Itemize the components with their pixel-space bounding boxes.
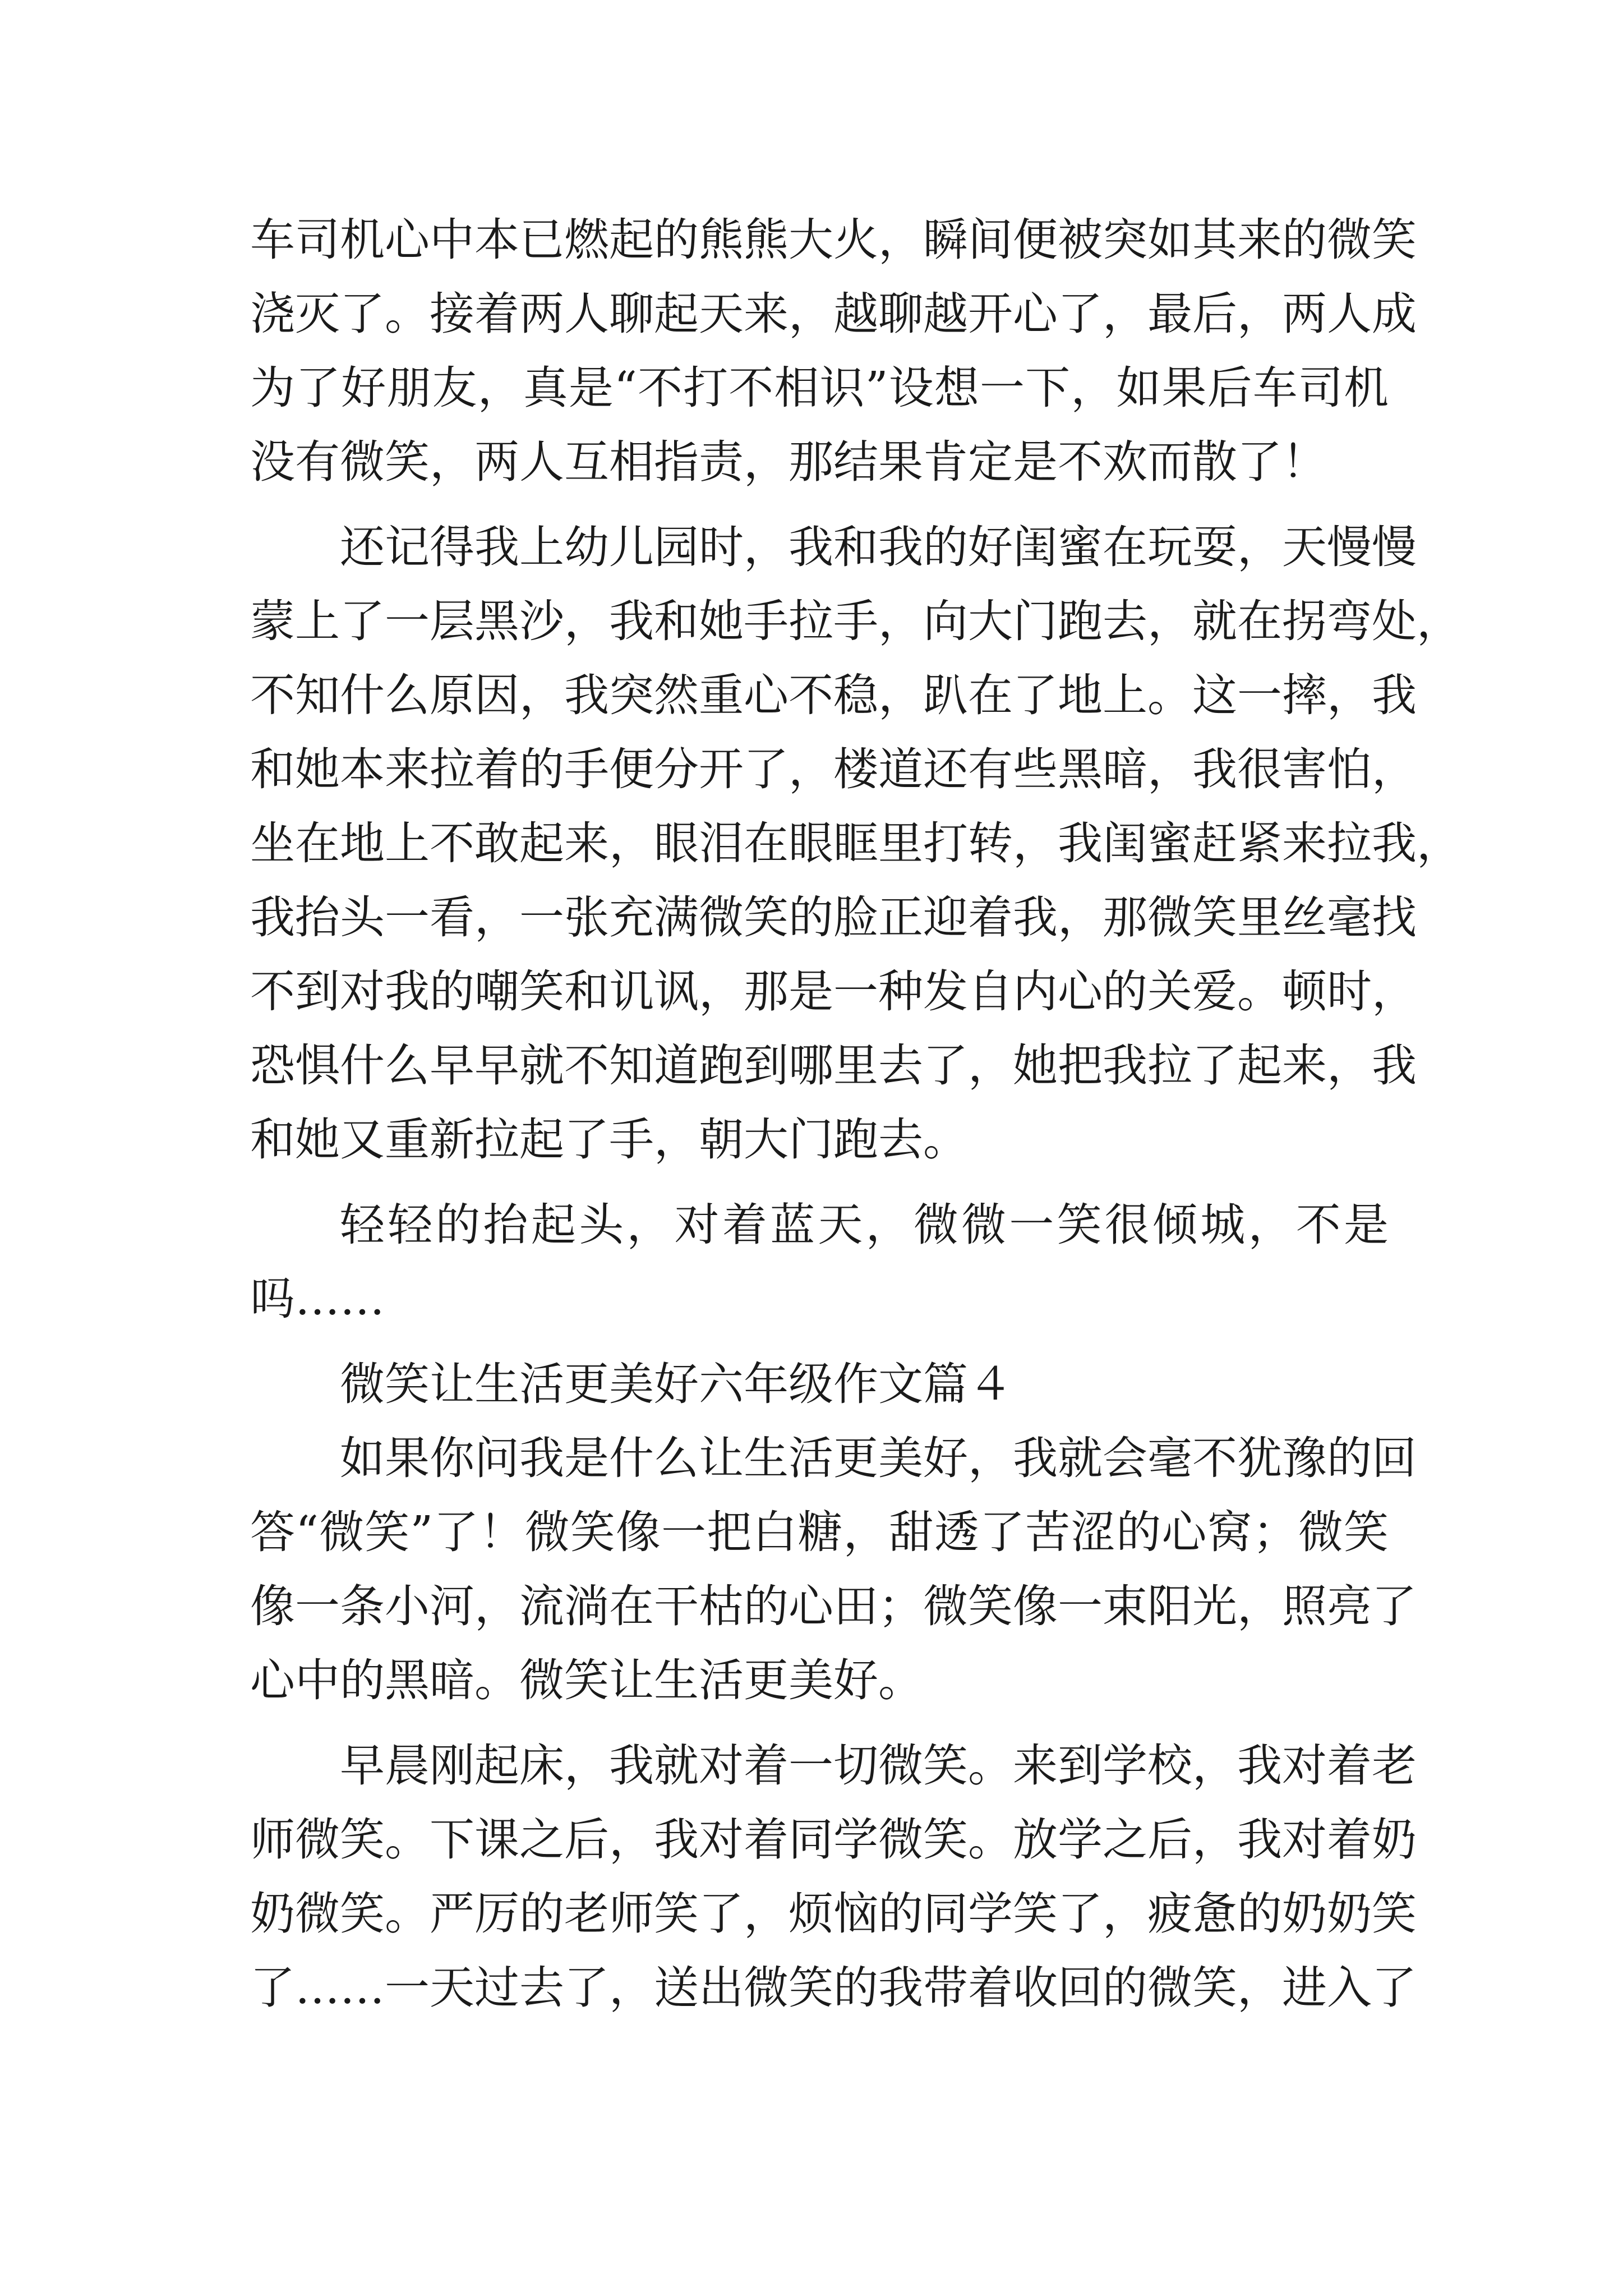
text-line: 不知什么原因，我突然重心不稳，趴在了地上。这一摔，我 (250, 669, 1417, 721)
paragraph-gap (250, 503, 1389, 514)
paragraph-gap (250, 1180, 1389, 1191)
text-line: 奶微笑。严厉的老师笑了，烦恼的同学笑了，疲惫的奶奶笑 (250, 1888, 1417, 1940)
text-line: 和她本来拉着的手便分开了，楼道还有些黑暗，我很害怕， (250, 743, 1417, 795)
paragraph-gap (250, 1721, 1389, 1732)
text-line: 我抬头一看，一张充满微笑的脸正迎着我，那微笑里丝毫找 (250, 891, 1417, 944)
text-line: 心中的黑暗。微笑让生活更美好。 (250, 1654, 923, 1706)
text-line: 蒙上了一层黑沙，我和她手拉手，向大门跑去，就在拐弯处， (250, 595, 1461, 647)
text-line: 车司机心中本已燃起的熊熊大火，瞬间便被突如其来的微笑 (250, 214, 1417, 266)
text-line: 坐在地上不敢起来，眼泪在眼眶里打转，我闺蜜赶紧来拉我， (250, 817, 1461, 869)
text-line: 了……一天过去了，送出微笑的我带着收回的微笑，进入了 (250, 1962, 1417, 2014)
text-line: 如果你问我是什么让生活更美好，我就会毫不犹豫的回 (340, 1432, 1417, 1484)
paragraph-2 (250, 514, 1461, 1174)
text-line: 轻轻的抬起头，对着蓝天，微微一笑很倾城，不是 (340, 1199, 1389, 1251)
text-line: 恐惧什么早早就不知道跑到哪里去了，她把我拉了起来，我 (250, 1039, 1417, 1092)
paragraph-5 (250, 1425, 1417, 1714)
text-line: 为了好朋友，真是“不打不相识”设想一下，如果后车司机 (250, 362, 1389, 414)
paragraph-3 (250, 1191, 1389, 1333)
text-line: 和她又重新拉起了手，朝大门跑去。 (250, 1114, 968, 1166)
document-body (250, 206, 1461, 2028)
text-line: 还记得我上幼儿园时，我和我的好闺蜜在玩耍，天慢慢 (340, 521, 1417, 573)
text-line: 像一条小河，流淌在干枯的心田；微笑像一束阳光，照亮了 (250, 1580, 1417, 1632)
section-heading-wrap (250, 1351, 1389, 1418)
text-line: 师微笑。下课之后，我对着同学微笑。放学之后，我对着奶 (250, 1814, 1417, 1866)
text-line: 早晨刚起床，我就对着一切微笑。来到学校，我对着老 (340, 1740, 1417, 1792)
text-line: 没有微笑，两人互相指责，那结果肯定是不欢而散了！ (250, 436, 1327, 488)
text-line: 答“微笑”了！微笑像一把白糖，甜透了苦涩的心窝；微笑 (250, 1506, 1389, 1558)
text-line: 不到对我的嘲笑和讥讽，那是一种发自内心的关爱。顿时， (250, 965, 1417, 1018)
paragraph-6 (250, 1732, 1417, 2022)
text-line: 吗…… (250, 1273, 385, 1325)
paragraph-1 (250, 206, 1417, 496)
paragraph-gap (250, 1340, 1389, 1351)
text-line: 浇灭了。接着两人聊起天来，越聊越开心了，最后，两人成 (250, 288, 1417, 340)
section-heading: 微笑让生活更美好六年级作文篇４ (340, 1358, 1013, 1410)
